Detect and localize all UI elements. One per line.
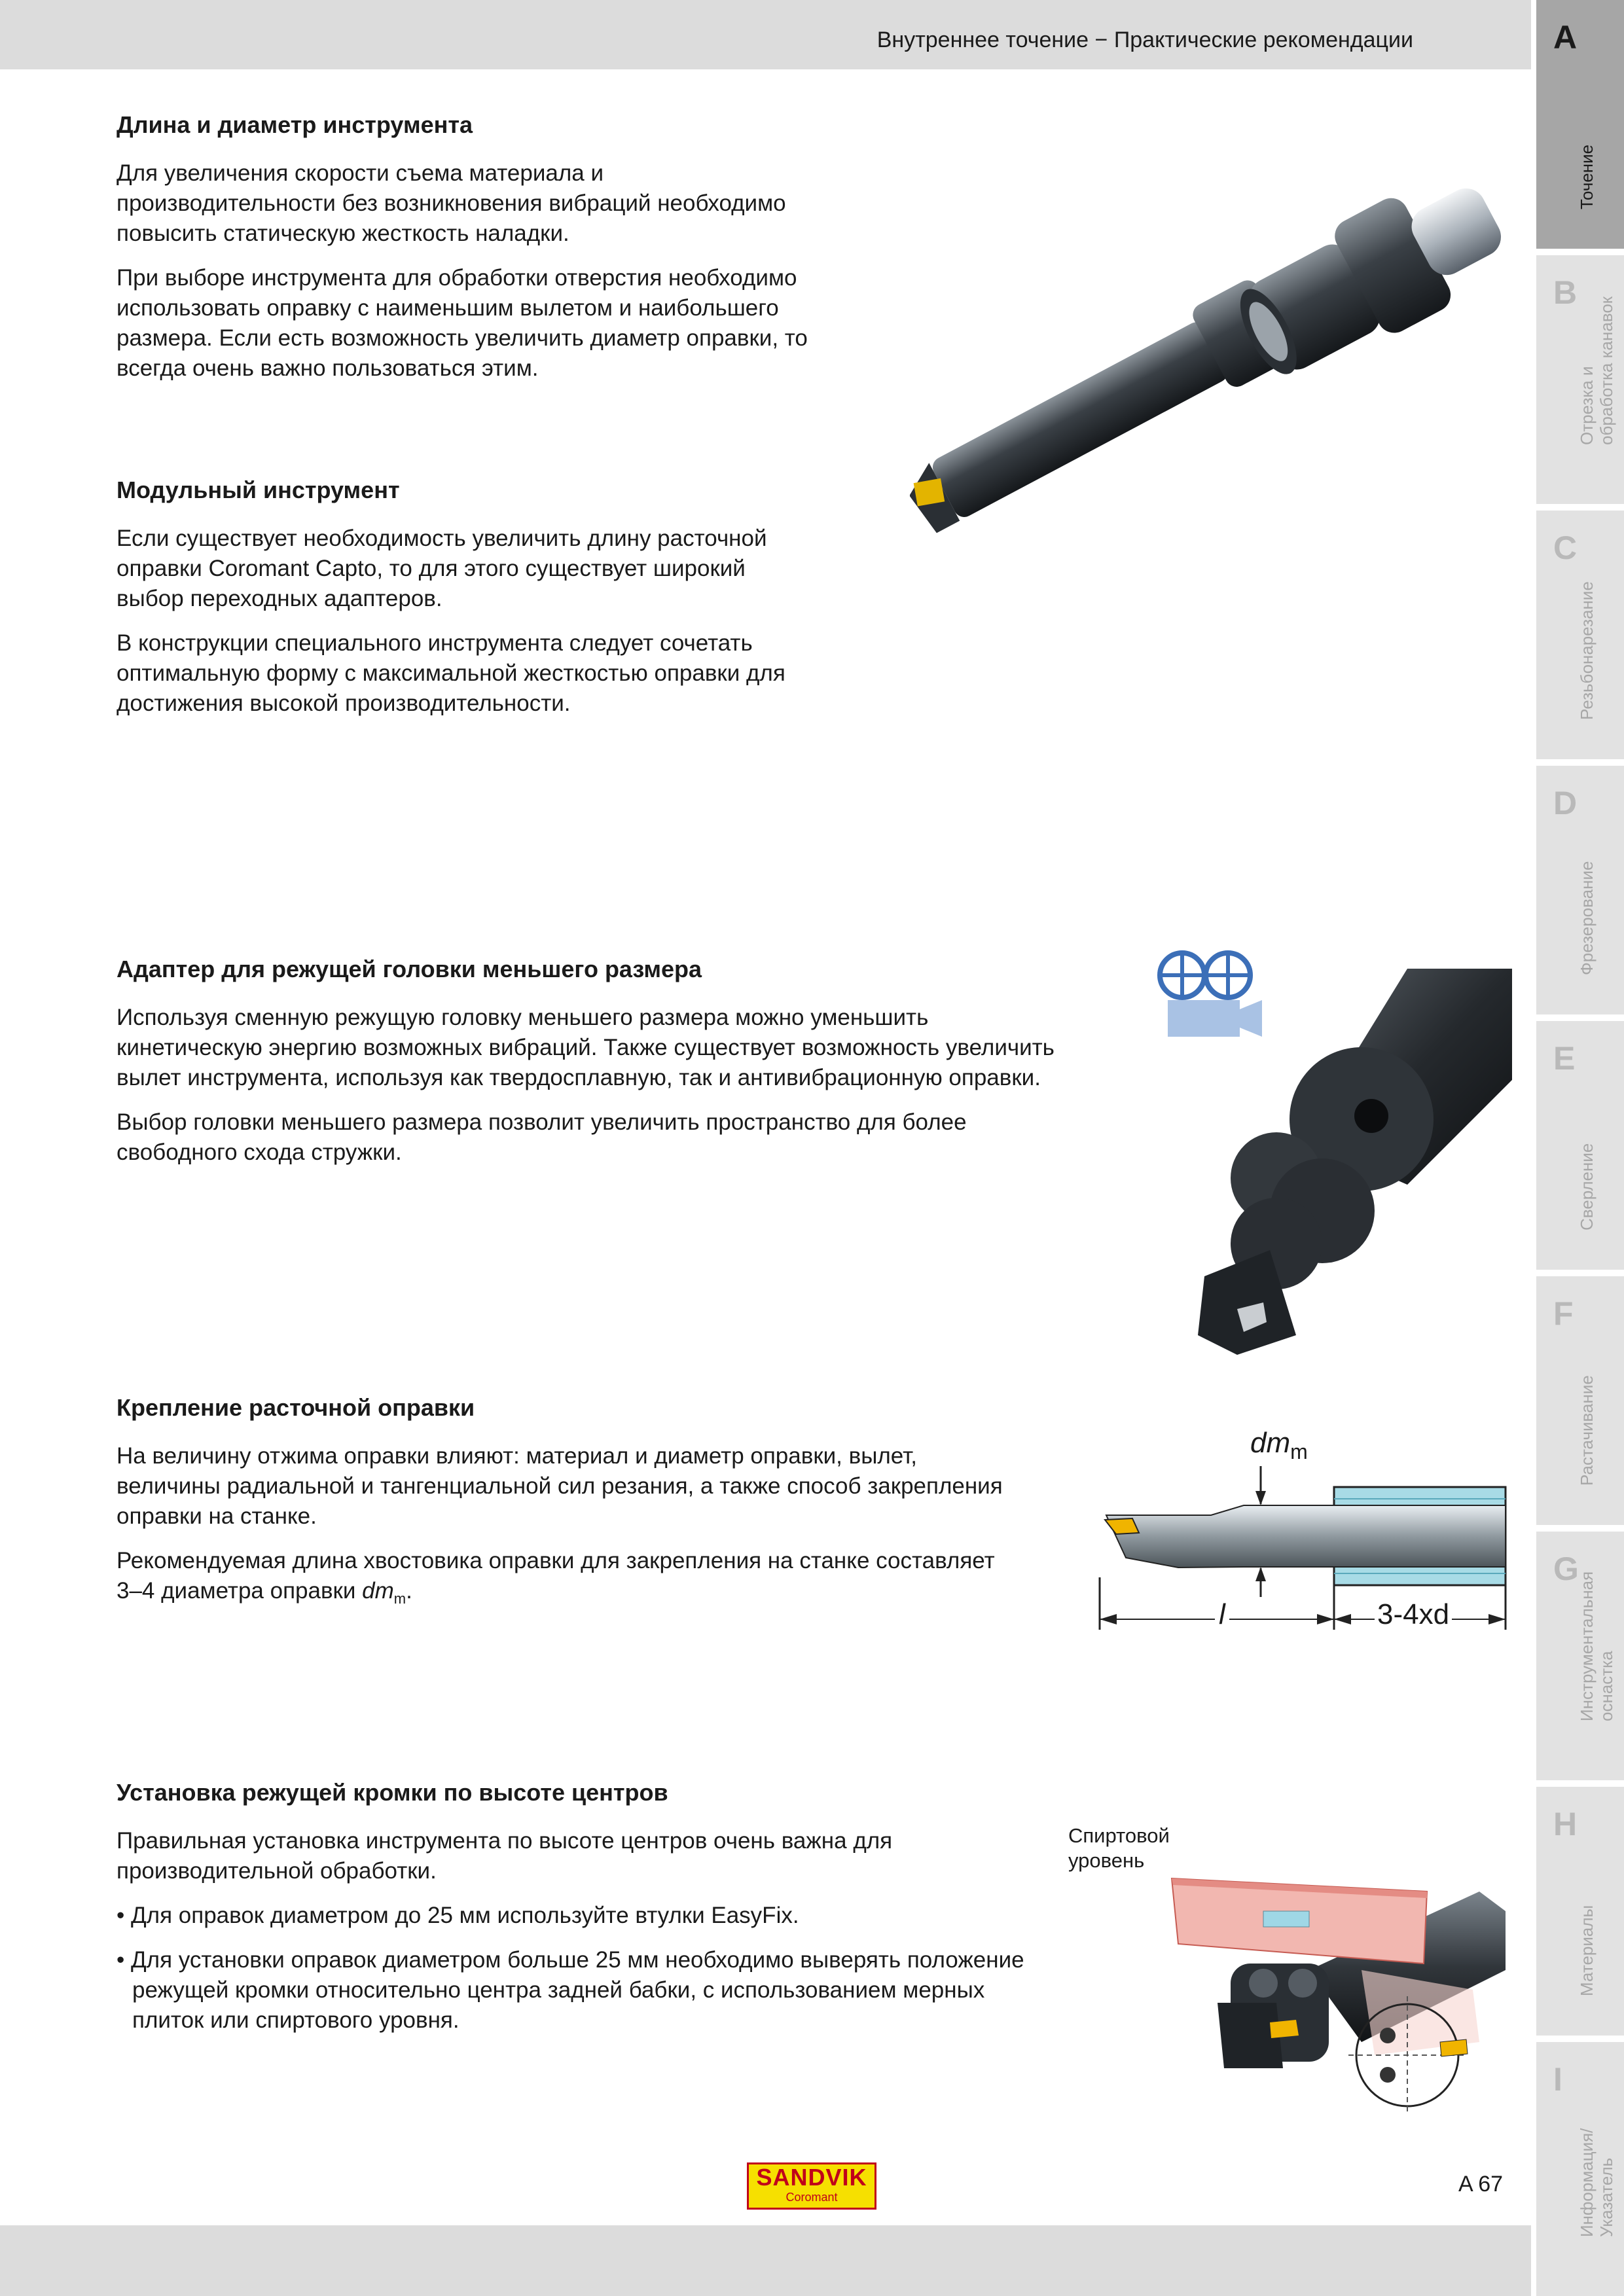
paragraph-end: . [406, 1578, 412, 1604]
paragraph: Используя сменную режущую головку меньшего размера можно уменьшить кинетическую энергию возможных вибраций. Также существует возможность увеличить вылет инструмента, используя как твердосплавную, так и антивибрационную оправки. [117, 1005, 1055, 1090]
tab-label: Точение [1577, 144, 1597, 209]
sandvik-logo [747, 2162, 876, 2210]
dm-label-subscript: m [1290, 1439, 1308, 1463]
tab-label: Информация/ Указатель [1577, 2128, 1616, 2237]
tab-letter: E [1553, 1040, 1576, 1077]
shank-length-label: 3-4xd [1375, 1598, 1452, 1631]
tab-f[interactable] [1536, 1276, 1624, 1525]
logo-line-1: SANDVIK [756, 2164, 867, 2191]
tab-label: Фрезерование [1577, 861, 1597, 975]
bullet-item: • Для установки оправок диаметром больше 25 мм необходимо выверять положение режущей кромки относительно центра задней бабки, с использованием мерных плиток или спиртового уровня. [117, 1947, 1024, 2033]
paragraph: На величину отжима оправки влияют: материал и диаметр оправки, вылет, величины радиальной и тангенциальной сил резания, а также способ закрепления оправки на станке. [117, 1443, 1003, 1529]
bullet-item: • Для оправок диаметром до 25 мм используйте втулки EasyFix. [117, 1903, 799, 1928]
tab-label: Отрезка и обработка канавок [1577, 296, 1616, 445]
section-modular-tool [117, 476, 810, 733]
dm-subscript: m [393, 1590, 406, 1607]
length-label: l [1215, 1598, 1229, 1631]
paragraph: Выбор головки меньшего размера позволит увеличить пространство для более свободного схода стружки. [117, 1109, 967, 1165]
tab-letter: A [1553, 19, 1578, 56]
dm-variable: dm [362, 1578, 394, 1604]
section-heading: Длина и диаметр инструмента [117, 111, 473, 138]
paragraph: Если существует необходимость увеличить длину расточной оправки Coromant Capto, то для этого существует широкий выбор переходных адаптеров. [117, 526, 767, 611]
tab-label: Инструментальная оснастка [1577, 1571, 1616, 1721]
tab-letter: D [1553, 785, 1578, 821]
tab-b[interactable] [1536, 255, 1624, 504]
tab-letter: I [1553, 2061, 1562, 2098]
spirit-level-caption: Спиртовой уровень [1068, 1824, 1170, 1872]
tab-letter: F [1553, 1295, 1574, 1332]
modular-boring-bar-image [910, 144, 1519, 563]
tab-d[interactable] [1536, 766, 1624, 1014]
tab-c[interactable] [1536, 511, 1624, 759]
paragraph: При выборе инструмента для обработки отверстия необходимо использовать оправку с наименьшим вылетом и наибольшего размера. Если есть возможность увеличить диаметр оправки, то всегда очень важно пользоваться этим. [117, 265, 808, 381]
section-bar-clamping [117, 1394, 1020, 1628]
tab-g[interactable] [1536, 1532, 1624, 1780]
section-tool-length [117, 111, 810, 398]
footer-bar [0, 2225, 1531, 2296]
tab-label: Сверление [1577, 1143, 1597, 1230]
section-small-head-adapter [117, 956, 1059, 1182]
section-center-height [117, 1779, 1046, 2050]
tab-label: Резьбонарезание [1577, 581, 1597, 720]
paragraph [117, 1546, 1020, 1614]
tab-h[interactable] [1536, 1787, 1624, 2036]
logo-line-2: Coromant [785, 2191, 838, 2204]
tab-letter: H [1553, 1806, 1578, 1842]
paragraph: Для увеличения скорости съема материала и производительности без возникновения вибраций необходимо повысить статическую жесткость наладки. [117, 160, 786, 246]
header-bar [0, 0, 1531, 69]
paragraph: В конструкции специального инструмента следует сочетать оптимальную форму с максимальной жесткостью оправки для достижения высокой производительности. [117, 630, 785, 716]
dm-label-text: dm [1250, 1427, 1291, 1459]
tab-letter: C [1553, 529, 1578, 566]
dm-label [1250, 1427, 1308, 1464]
tab-label: Материалы [1577, 1905, 1597, 1996]
tab-label: Растачивание [1577, 1375, 1597, 1486]
tab-e[interactable] [1536, 1021, 1624, 1270]
clamping-length-diagram [1087, 1427, 1512, 1643]
tab-a[interactable] [1536, 0, 1624, 249]
tab-letter: G [1553, 1551, 1579, 1587]
section-heading: Установка режущей кромки по высоте центров [117, 1779, 668, 1806]
small-head-adapter-image [1191, 969, 1512, 1361]
tab-letter: B [1553, 274, 1578, 311]
page-header-title: Внутреннее точение − Практические рекомендации [876, 27, 1413, 52]
tab-i[interactable] [1536, 2042, 1624, 2296]
page-number: A 67 [1458, 2172, 1504, 2197]
section-heading: Крепление расточной оправки [117, 1394, 475, 1421]
section-heading: Адаптер для режущей головки меньшего размера [117, 956, 702, 982]
paragraph: Правильная установка инструмента по высоте центров очень важна для производительной обработки. [117, 1828, 893, 1884]
spirit-level-image [1165, 1872, 1506, 2121]
section-heading: Модульный инструмент [117, 476, 400, 503]
chapter-tabs [1536, 0, 1624, 2296]
paragraph-text: Рекомендуемая длина хвостовика оправки для закрепления на станке составляет 3–4 диаметра оправки [117, 1548, 995, 1604]
